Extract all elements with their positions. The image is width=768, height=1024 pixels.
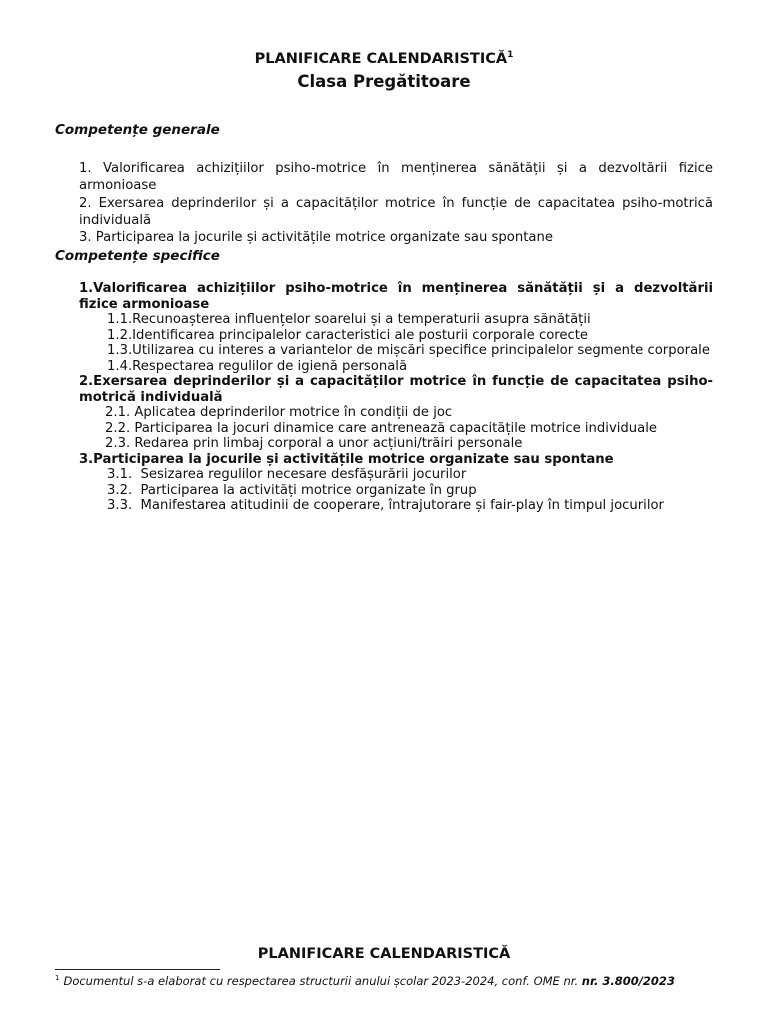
general-competences-heading: Competențe generale [55,122,220,138]
footnote-mark: 1 [55,974,60,982]
general-competences-list [79,160,713,246]
general-competence-item: 3. Participarea la jocurile și activitățile motrice organizate sau spontane [79,230,553,246]
title-footnote-mark: 1 [507,50,514,60]
footnote-order-number: nr. 3.800/2023 [581,974,675,988]
document-title [0,51,768,67]
specific-group-title: 2.Exersarea deprinderilor și a capacităților motrice în funcție de capacitatea psiho-motrică individuală [79,374,713,405]
specific-competence-item: 2.1. Aplicatea deprinderilor motrice în condiții de joc [105,405,453,420]
specific-competence-item: 2.2. Participarea la jocuri dinamice care antrenează capacitățile motrice individuale [105,420,657,436]
document-title-text: PLANIFICARE CALENDARISTICĂ [254,51,508,67]
specific-competence-item: 3.3. Manifestarea atitudinii de cooperare, întrajutorare și fair-play în timpul jocurilor [107,498,664,513]
specific-competence-item: 3.2. Participarea la activități motrice organizate în grup [107,482,477,498]
specific-group-title: 3.Participarea la jocurile și activitățile motrice organizate sau spontane [79,451,614,467]
specific-competence-item: 1.2.Identificarea principalelor caracteristici ale posturii corporale corecte [107,327,589,343]
specific-competence-item: 1.3.Utilizarea cu interes a variantelor de mișcări specifice principalelor segmente corporale [107,343,710,358]
specific-competence-item: 1.4.Respectarea regulilor de igienă personală [107,358,408,374]
specific-competences-heading: Competențe specifice [55,248,220,264]
specific-competence-item: 1.1.Recunoașterea influențelor soarelui și a temperaturii asupra sănătății [107,312,591,327]
specific-competences-list [79,281,713,514]
footnote-divider [55,969,220,970]
footer-title: PLANIFICARE CALENDARISTICĂ [257,946,511,962]
specific-competence-item: 3.1. Sesizarea regulilor necesare desfășurării jocurilor [107,467,467,482]
document-subtitle: Clasa Pregătitoare [297,72,471,91]
footnote [55,974,675,988]
general-competence-item: 2. Exersarea deprinderilor și a capacităților motrice în funcție de capacitatea psiho-motrică individuală [79,195,713,228]
specific-competence-item: 2.3. Redarea prin limbaj corporal a unor acțiuni/trăiri personale [105,436,523,451]
general-competence-item: 1. Valorificarea achizițiilor psiho-motrice în menținerea sănătății și a dezvoltării fizice armonioase [79,161,713,194]
specific-group-title: 1.Valorificarea achizițiilor psiho-motrice în menținerea sănătății și a dezvoltării fizice armonioase [79,281,713,312]
footnote-text: Documentul s-a elaborat cu respectarea structurii anului școlar 2023-2024, conf. OME nr. [63,974,582,988]
